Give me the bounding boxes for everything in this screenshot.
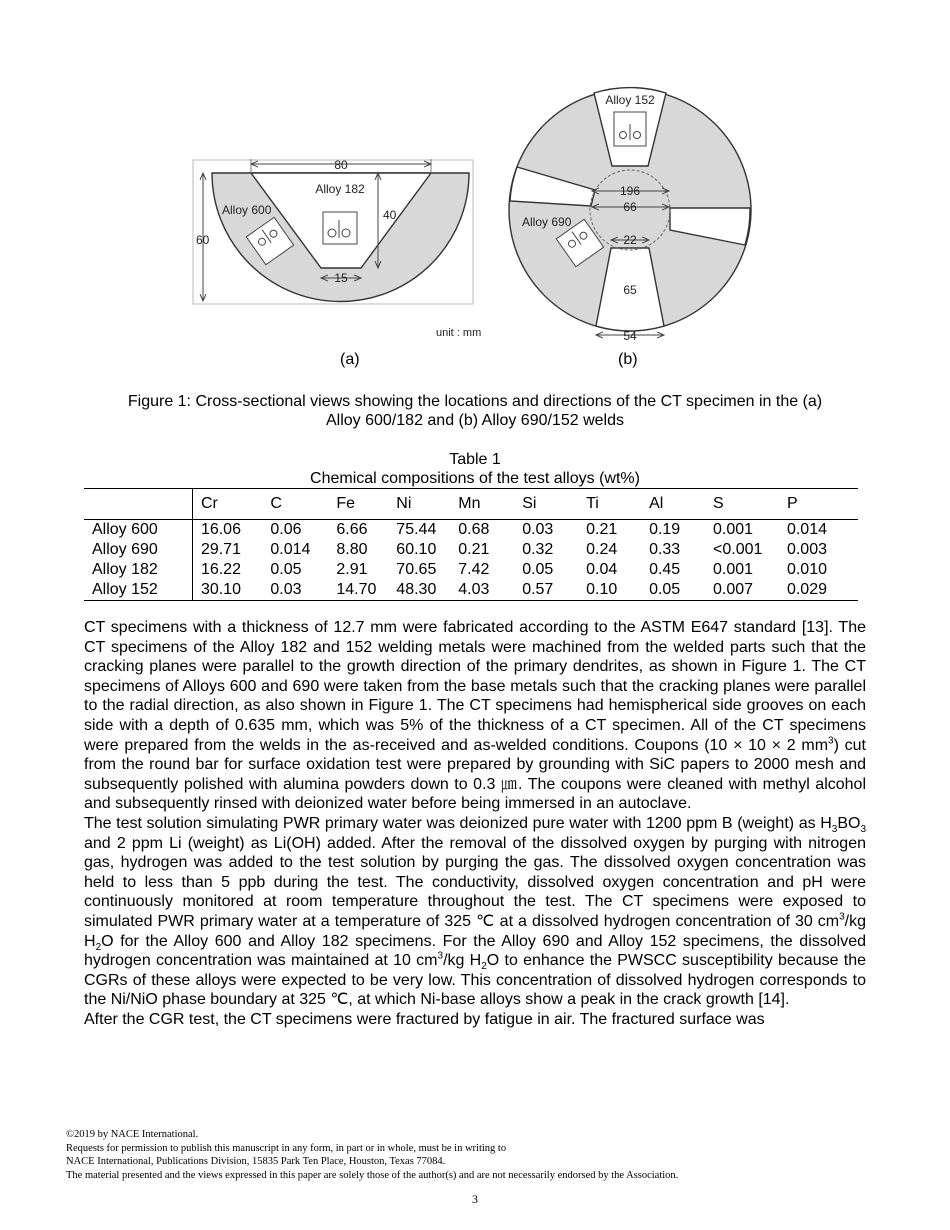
- copyright-footer: [66, 1128, 678, 1182]
- figure-sublabel-a: (a): [340, 351, 360, 368]
- table-cell: 0.68: [458, 521, 490, 538]
- table-cell: 75.44: [396, 521, 437, 538]
- panel-a-drawing: [193, 158, 481, 339]
- table-cell: 0.05: [649, 581, 681, 598]
- table-cell: 0.001: [713, 561, 754, 578]
- table-row: [84, 560, 858, 580]
- table-row-label: Alloy 600: [84, 520, 192, 541]
- label-alloy-690: Alloy 690: [522, 215, 572, 229]
- table-subtitle: Chemical compositions of the test alloys (wt%): [310, 470, 640, 487]
- table-cell: 30.10: [200, 581, 241, 598]
- figure-caption: [90, 392, 860, 430]
- paragraph-test-solution: The test solution simulating PWR primary water was deionized pure water with 1200 ppm B (weight) as $H_3BO_3$ and 2 ppm Li (weight) as Li(OH) added. After the removal of the dissolved oxygen by purging with nitrogen gas, hydrogen was added to the test solution by purging the gas. The dissolved oxygen concentration was held to less than 5 ppb during the test. The conductivity, dissolved oxygen concentration and pH were continuously monitored at room temperature throughout the test. The CT specimens were exposed to simulated PWR primary water at a temperature of 325 ℃ at a dissolved hydrogen concentration of 30 $cm^3/kg$ $H_2O$ for the Alloy 600 and Alloy 182 specimens. For the Alloy 690 and Alloy 152 specimens, the dissolved hydrogen concentration was maintained at 10 $cm^3/kg$ $H_2O$ to enhance the PWSCC susceptibility because the CGRs of these alloys were expected to be very low. This concentration of dissolved hydrogen corresponds to the Ni/NiO phase boundary at 325 ℃, at which Ni-base alloys show a peak in the crack growth [14].: [84, 814, 867, 1009]
- figure-1: [0, 80, 950, 380]
- table-cell: 0.014: [786, 521, 827, 538]
- table-header-cell: Cr: [192, 489, 270, 520]
- composition-table: [84, 488, 858, 601]
- table-cell: 7.42: [458, 561, 490, 578]
- paragraph-fracture: After the CGR test, the CT specimens were fractured by fatigue in air. The fractured surface was: [84, 1010, 765, 1028]
- label-dim-80: 80: [334, 158, 348, 172]
- label-unit: unit : mm: [436, 327, 482, 339]
- table-header-cell: Fe: [336, 489, 396, 520]
- label-dim-22: 22: [623, 233, 637, 247]
- table-cell: 0.24: [586, 541, 618, 558]
- table-cell: 0.029: [786, 581, 827, 598]
- table-cell: 0.45: [649, 561, 681, 578]
- label-dim-40: 40: [383, 208, 397, 222]
- table-cell: 4.03: [458, 581, 490, 598]
- paragraph-specimens: CT specimens with a thickness of 12.7 mm were fabricated according to the ASTM E647 standard [13]. The CT specimens of the Alloy 182 and 152 welding metals were machined from the welded parts such that the cracking planes were parallel to the growth direction of the primary dendrites, as shown in Figure 1. The CT specimens of Alloys 600 and 690 were taken from the base metals such that the cracking planes were parallel to the radial direction, as also shown in Figure 1. The CT specimens had hemispherical side grooves on each side with a depth of 0.635 mm, which was 5% of the thickness of a CT specimen. All of the CT specimens were prepared from the welds in the as-received and as-welded conditions. Coupons (10 × 10 × 2 $mm^3$) cut from the round bar for surface oxidation test were prepared by grounding with SiC papers to 2000 mesh and subsequently polished with alumina powders down to 0.3 ㎛. The coupons were cleaned with methyl alcohol and subsequently rinsed with deionized water before being immersed in an autoclave.: [84, 619, 866, 813]
- footer-line: Requests for permission to publish this manuscript in any form, in part or in whole, must be in writing to: [66, 1142, 507, 1154]
- label-alloy-152: Alloy 152: [605, 93, 655, 107]
- footer-line: ©2019 by NACE International.: [66, 1129, 199, 1140]
- figure-caption-line-1: Figure 1: Cross-sectional views showing the locations and directions of the CT specimen in the (a): [127, 393, 823, 410]
- footer-line: The material presented and the views expressed in this paper are solely those of the author(s) and are not necessarily endorsed by the Association.: [66, 1169, 679, 1181]
- table-cell: 0.001: [713, 521, 754, 538]
- ct-specimen-182: [323, 212, 357, 244]
- footer-line: NACE International, Publications Division, 15835 Park Ten Place, Houston, Texas 77084.: [66, 1156, 446, 1168]
- table-header-cell: S: [713, 489, 787, 520]
- table-cell: 0.03: [522, 521, 554, 538]
- figure-1-drawing: [0, 80, 950, 380]
- table-row-label: Alloy 182: [84, 560, 192, 580]
- label-dim-65: 65: [623, 283, 637, 297]
- table-cell: 48.30: [396, 581, 437, 598]
- label-dim-196: 196: [619, 184, 641, 198]
- table-cell: 0.007: [713, 581, 754, 598]
- table-title: Table 1: [449, 451, 501, 468]
- table-cell: 0.010: [786, 561, 827, 578]
- table-cell: 0.33: [649, 541, 681, 558]
- label-alloy-182: Alloy 182: [315, 182, 365, 196]
- table-cell: 0.21: [586, 521, 618, 538]
- table-cell: 16.06: [200, 521, 241, 538]
- table-cell: 0.10: [586, 581, 618, 598]
- table-row: [84, 580, 858, 601]
- table-cell: 0.21: [458, 541, 490, 558]
- table-cell: 2.91: [336, 561, 368, 578]
- table-cell: 0.32: [522, 541, 554, 558]
- table-cell: 0.05: [522, 561, 554, 578]
- table-cell: 0.06: [270, 521, 302, 538]
- table-header-row: [84, 489, 858, 520]
- table-cell: 0.57: [522, 581, 554, 598]
- table-cell: <0.001: [713, 541, 763, 558]
- table-cell: 0.05: [270, 561, 302, 578]
- table-header-cell: P: [787, 489, 858, 520]
- table-cell: 29.71: [200, 541, 241, 558]
- table-cell: 6.66: [336, 521, 368, 538]
- table-cell: 14.70: [336, 581, 377, 598]
- table-row-label: Alloy 690: [84, 540, 192, 560]
- table-cell: 0.04: [586, 561, 618, 578]
- table-cell: 16.22: [200, 561, 241, 578]
- table-row: [84, 540, 858, 560]
- table-header-cell: Ti: [586, 489, 649, 520]
- figure-caption-line-2: Alloy 600/182 and (b) Alloy 690/152 welds: [326, 412, 624, 429]
- label-alloy-600: Alloy 600: [222, 203, 272, 217]
- table-row: [84, 520, 858, 541]
- page-number: 3: [472, 1192, 478, 1206]
- panel-b-drawing: [509, 88, 751, 343]
- table-cell: 0.014: [270, 541, 311, 558]
- table-cell: 0.19: [649, 521, 681, 538]
- table-row-label: Alloy 152: [84, 580, 192, 601]
- label-dim-60: 60: [196, 233, 210, 247]
- table-header-cell: Mn: [458, 489, 522, 520]
- table-cell: 8.80: [336, 541, 368, 558]
- label-dim-66: 66: [623, 200, 637, 214]
- table-header-cell: Si: [522, 489, 586, 520]
- table-header-cell: [84, 489, 192, 520]
- label-dim-54: 54: [623, 329, 637, 343]
- table-cell: 0.003: [786, 541, 827, 558]
- table-header-cell: Al: [649, 489, 713, 520]
- table-header-cell: Ni: [396, 489, 458, 520]
- table-cell: 60.10: [396, 541, 437, 558]
- table-header-cell: C: [270, 489, 336, 520]
- table-cell: 0.03: [270, 581, 302, 598]
- table-cell: 70.65: [396, 561, 437, 578]
- figure-sublabel-b: (b): [618, 351, 638, 368]
- body-text: [84, 618, 866, 1029]
- label-dim-15: 15: [334, 271, 348, 285]
